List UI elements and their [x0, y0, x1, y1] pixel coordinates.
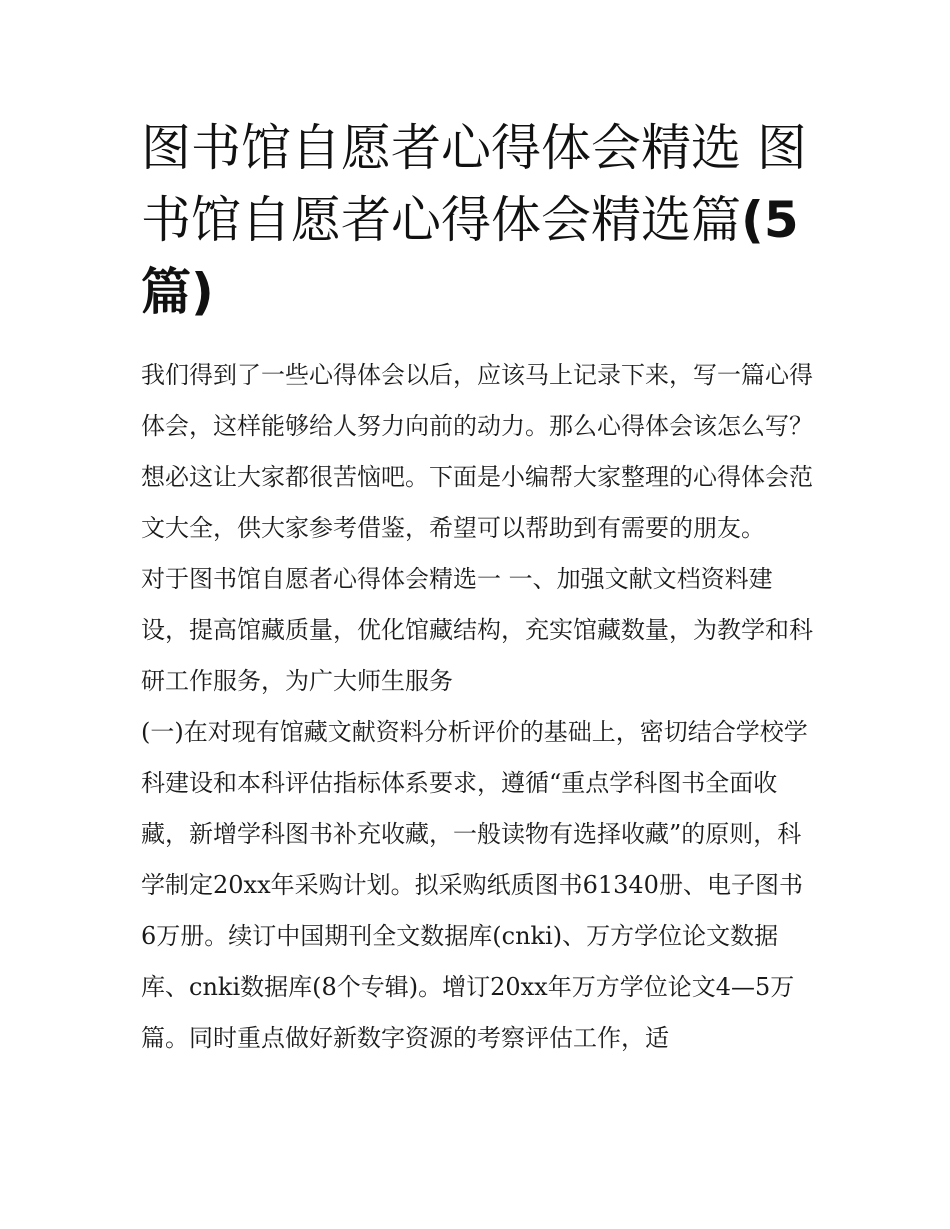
document-content: [141, 112, 813, 1064]
document-title-main: 图书馆自愿者心得体会精选 图书馆自愿者心得体会精选篇: [141, 119, 807, 249]
intro-paragraph: 我们得到了一些心得体会以后，应该马上记录下来，写一篇心得体会，这样能够给人努力向前的动力。那么心得体会该怎么写？想必这让大家都很苦恼吧。下面是小编帮大家整理的心得体会范文大全，供大家参考借鉴，希望可以帮助到有需要的朋友。: [141, 361, 813, 542]
document-title-suffix: (5篇): [141, 191, 799, 321]
item-one-paragraph: (一)在对现有馆藏文献资料分析评价的基础上，密切结合学校学科建设和本科评估指标体系要求，遵循“重点学科图书全面收藏，新增学科图书补充收藏，一般读物有选择收藏”的原则，科学制定20xx年采购计划。拟采购纸质图书61340册、电子图书6万册。续订中国期刊全文数据库(cnki)、万方学位论文数据库、cnki数据库(8个专辑)。增订20xx年万方学位论文4—5万篇。同时重点做好新数字资源的考察评估工作，适: [141, 718, 808, 1052]
document-title: [141, 112, 813, 328]
section-one-paragraph: 对于图书馆自愿者心得体会精选一 一、加强文献文档资料建设，提高馆藏质量，优化馆藏结构，充实馆藏数量，为教学和科研工作服务，为广大师生服务: [141, 565, 813, 695]
